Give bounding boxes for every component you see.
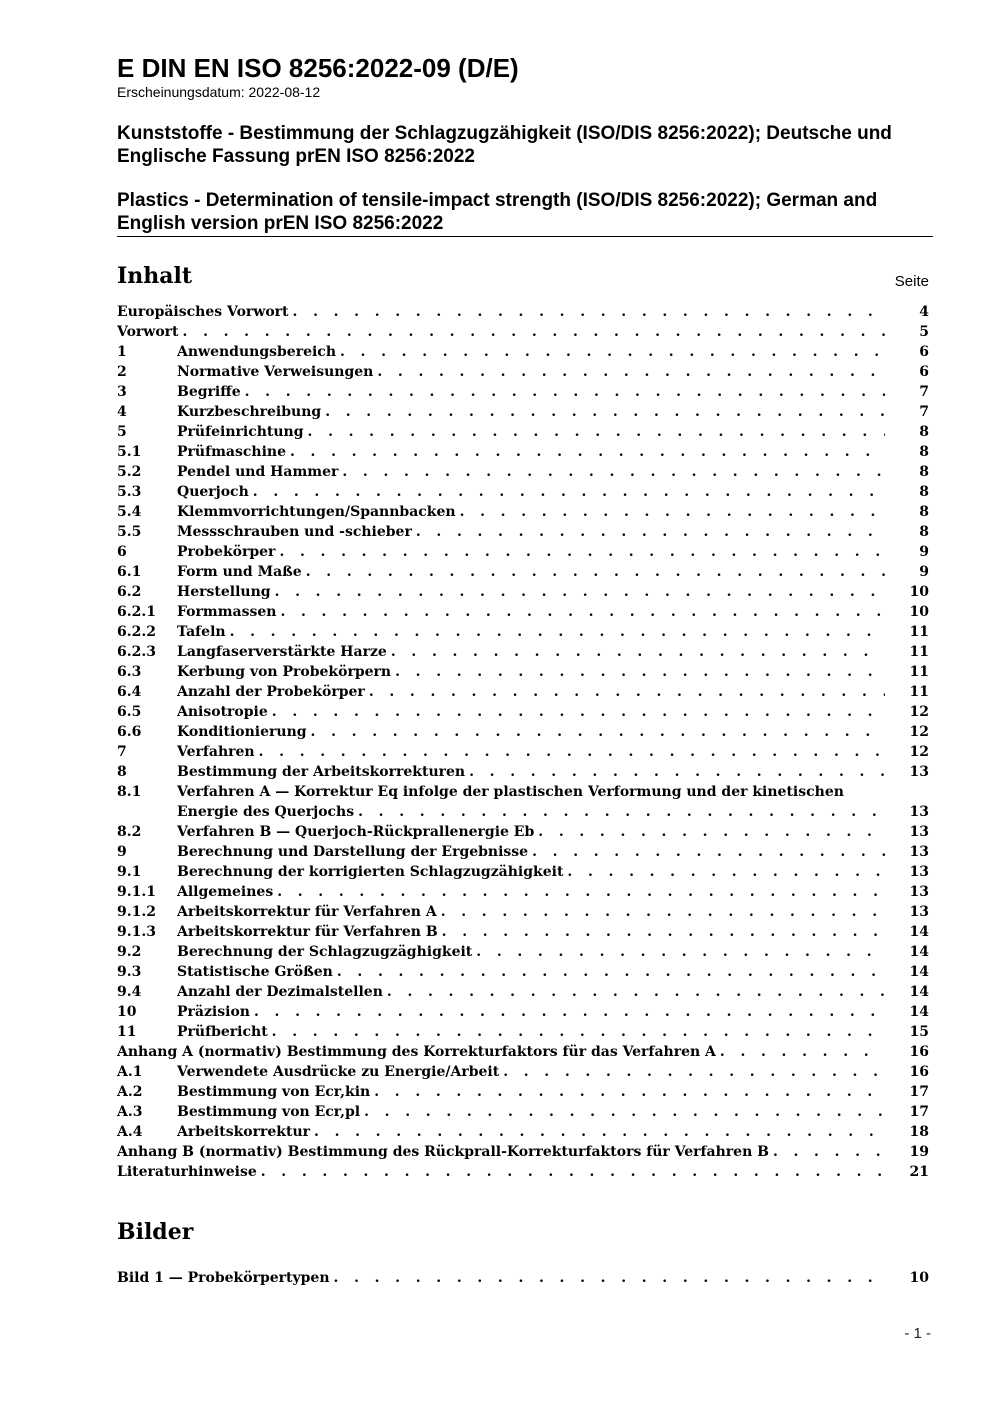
toc-entry[interactable] — [117, 822, 929, 842]
dot-leader — [325, 402, 885, 422]
toc-entry[interactable] — [117, 702, 929, 722]
dot-leader — [377, 362, 885, 382]
dot-leader — [532, 842, 885, 862]
toc-entry-number: A.3 — [117, 1104, 143, 1120]
toc-entry-label: Allgemeines — [177, 884, 274, 900]
toc-entry-number: 8.1 — [117, 784, 142, 800]
toc-entry[interactable] — [117, 1142, 929, 1162]
toc-entry-number: 9.1 — [117, 864, 142, 880]
toc-entry-page: 13 — [909, 904, 929, 920]
figure-entry-list — [117, 1268, 929, 1288]
dot-leader — [272, 702, 885, 722]
toc-entry-label: Pendel und Hammer — [177, 464, 339, 480]
dot-leader — [773, 1142, 885, 1162]
dot-leader — [272, 1022, 885, 1042]
toc-entry-page: 7 — [919, 404, 929, 420]
toc-entry-page: 4 — [919, 304, 929, 320]
toc-entry-page: 12 — [909, 704, 929, 720]
toc-entry[interactable] — [117, 1082, 929, 1102]
toc-entry-label: Arbeitskorrektur — [177, 1124, 311, 1140]
toc-entry[interactable] — [117, 722, 929, 742]
toc-entry[interactable] — [117, 502, 929, 522]
toc-entry-number: 10 — [117, 1004, 137, 1020]
toc-entry-page: 8 — [919, 424, 929, 440]
toc-entry-label: Messschrauben und -schieber — [177, 524, 412, 540]
toc-entry-label: Kurzbeschreibung — [177, 404, 322, 420]
toc-entry[interactable] — [117, 902, 929, 922]
dot-leader — [290, 442, 885, 462]
dot-leader — [293, 302, 885, 322]
toc-entry[interactable] — [117, 542, 929, 562]
toc-entry-label: Bestimmung von Ecr,kin — [177, 1084, 371, 1100]
toc-entry-page: 9 — [919, 544, 929, 560]
toc-entry-number: 8.2 — [117, 824, 142, 840]
toc-entry-page: 13 — [909, 804, 929, 820]
toc-entry-page: 13 — [909, 824, 929, 840]
toc-entry-label: Berechnung und Darstellung der Ergebnisse — [177, 844, 529, 860]
toc-entry-page: 10 — [909, 584, 929, 600]
toc-entry[interactable] — [117, 482, 929, 502]
dot-leader — [314, 1122, 885, 1142]
toc-entry-label: Präzision — [177, 1004, 250, 1020]
toc-entry-number: 9.1.2 — [117, 904, 156, 920]
toc-entry-number: 6.5 — [117, 704, 142, 720]
toc-entry-label: Berechnung der Schlagzugzäghigkeit — [177, 944, 473, 960]
toc-entry-number: 9.2 — [117, 944, 142, 960]
toc-entry-label: Anhang A (normativ) Bestimmung des Korrekturfaktors für das Verfahren A — [117, 1044, 716, 1060]
dot-leader — [503, 1062, 885, 1082]
toc-entry-page: 11 — [909, 644, 929, 660]
table-of-contents — [117, 262, 929, 1182]
toc-entry[interactable] — [117, 342, 929, 362]
dot-leader — [342, 462, 885, 482]
toc-entry-label: Arbeitskorrektur für Verfahren A — [177, 904, 437, 920]
toc-entry-number: 9.1.3 — [117, 924, 156, 940]
toc-entry[interactable] — [117, 422, 929, 442]
toc-entry-number: 6.1 — [117, 564, 142, 580]
toc-entry-page: 8 — [919, 504, 929, 520]
toc-entry-page: 11 — [909, 664, 929, 680]
dot-leader — [567, 862, 885, 882]
toc-entry-label: Prüfeinrichtung — [177, 424, 304, 440]
toc-entry-page: 14 — [909, 944, 929, 960]
toc-entry[interactable] — [117, 322, 929, 342]
toc-entry-number: 5.2 — [117, 464, 142, 480]
toc-entry-number: 7 — [117, 744, 127, 760]
dot-leader — [538, 822, 885, 842]
toc-entry-page: 10 — [909, 604, 929, 620]
toc-entry-label: Literaturhinweise — [117, 1164, 257, 1180]
toc-entry-label-continued: Energie des Querjochs — [177, 804, 355, 820]
toc-entry-page: 6 — [919, 364, 929, 380]
dot-leader — [476, 942, 885, 962]
dot-leader — [261, 1162, 885, 1182]
toc-entry-number: 8 — [117, 764, 127, 780]
toc-entry-number: 6.2.3 — [117, 644, 156, 660]
dot-leader — [279, 542, 885, 562]
dot-leader — [254, 1002, 885, 1022]
toc-entry-label: Klemmvorrichtungen/Spannbacken — [177, 504, 456, 520]
toc-entry-page: 13 — [909, 864, 929, 880]
dot-leader — [395, 662, 885, 682]
toc-entry-label: Prüfmaschine — [177, 444, 286, 460]
toc-entry-label: Herstellung — [177, 584, 271, 600]
toc-entry-number: 1 — [117, 344, 127, 360]
toc-entry-number: 9.4 — [117, 984, 142, 1000]
toc-entry-label: Tafeln — [177, 624, 226, 640]
dot-leader — [337, 962, 885, 982]
toc-entry[interactable] — [117, 962, 929, 982]
dot-leader — [306, 562, 885, 582]
toc-entry[interactable] — [117, 1022, 929, 1042]
toc-entry-page: 16 — [909, 1044, 929, 1060]
dot-leader — [460, 502, 885, 522]
toc-entry-label: Normative Verweisungen — [177, 364, 374, 380]
toc-entry[interactable] — [117, 982, 929, 1002]
dot-leader — [441, 902, 885, 922]
toc-entry-number: 3 — [117, 384, 127, 400]
toc-entry-label: Verwendete Ausdrücke zu Energie/Arbeit — [177, 1064, 500, 1080]
toc-entry-page: 8 — [919, 444, 929, 460]
title-english: Plastics - Determination of tensile-impact strength (ISO/DIS 8256:2022); German and English version prEN ISO 8256:2022 — [117, 190, 878, 234]
dot-leader — [230, 622, 885, 642]
title-german: Kunststoffe - Bestimmung der Schlagzugzähigkeit (ISO/DIS 8256:2022); Deutsche und Englische Fassung prEN ISO 8256:2022 — [117, 123, 892, 167]
toc-entry-label: Kerbung von Probekörpern — [177, 664, 392, 680]
toc-entry-number: 2 — [117, 364, 127, 380]
toc-entry[interactable] — [117, 582, 929, 602]
toc-entry-label: Anhang B (normativ) Bestimmung des Rückprall-Korrekturfaktors für Verfahren B — [117, 1144, 769, 1160]
header-divider — [117, 236, 933, 237]
dot-leader — [391, 642, 885, 662]
toc-entry-label: Berechnung der korrigierten Schlagzugzähigkeit — [177, 864, 564, 880]
dot-leader — [387, 982, 885, 1002]
toc-entry-number: 5.1 — [117, 444, 142, 460]
dot-leader — [358, 802, 885, 822]
toc-entry-number: A.4 — [117, 1124, 143, 1140]
toc-entry[interactable] — [117, 882, 929, 902]
dot-leader — [183, 322, 885, 342]
toc-entry[interactable] — [117, 862, 929, 882]
figure-entry-page: 10 — [909, 1270, 929, 1286]
toc-entry-label: Bestimmung von Ecr,pl — [177, 1104, 361, 1120]
toc-entry-page: 15 — [909, 1024, 929, 1040]
toc-entry[interactable] — [117, 442, 929, 462]
toc-entry-page: 17 — [909, 1104, 929, 1120]
toc-entry-page: 9 — [919, 564, 929, 580]
toc-heading: Inhalt — [117, 263, 193, 289]
toc-entry-page: 13 — [909, 844, 929, 860]
dot-leader — [253, 482, 885, 502]
dot-leader — [311, 722, 885, 742]
toc-entry-label: Bestimmung der Arbeitskorrekturen — [177, 764, 466, 780]
figures-section — [117, 1218, 929, 1288]
dot-leader — [416, 522, 885, 542]
dot-leader — [469, 762, 885, 782]
toc-entry-page: 21 — [909, 1164, 929, 1180]
toc-entry-label: Anisotropie — [177, 704, 268, 720]
toc-entry-page: 11 — [909, 624, 929, 640]
toc-entry[interactable] — [117, 922, 929, 942]
toc-entry-label: Anzahl der Probekörper — [177, 684, 365, 700]
toc-entry[interactable] — [117, 642, 929, 662]
toc-header — [117, 262, 929, 302]
toc-entry-page: 12 — [909, 744, 929, 760]
toc-entry-label: Vorwort — [117, 324, 179, 340]
toc-entry-label: Verfahren — [177, 744, 255, 760]
toc-entry-label: Arbeitskorrektur für Verfahren B — [177, 924, 438, 940]
toc-entry-label: Begriffe — [177, 384, 241, 400]
toc-entry-label: Querjoch — [177, 484, 249, 500]
toc-entry[interactable] — [117, 622, 929, 642]
toc-entry-number: 6.3 — [117, 664, 142, 680]
toc-entry[interactable] — [117, 782, 929, 822]
toc-entry[interactable] — [117, 942, 929, 962]
toc-entry-page: 5 — [919, 324, 929, 340]
toc-entry-page: 13 — [909, 884, 929, 900]
toc-entry-label: Statistische Größen — [177, 964, 333, 980]
toc-entry-page: 13 — [909, 764, 929, 780]
toc-entry-number: 9.3 — [117, 964, 142, 980]
dot-leader — [259, 742, 885, 762]
toc-entry-number: 11 — [117, 1024, 137, 1040]
toc-entry[interactable] — [117, 402, 929, 422]
toc-entry-label: Probekörper — [177, 544, 276, 560]
toc-entry-label: Konditionierung — [177, 724, 307, 740]
toc-entry-number: 4 — [117, 404, 127, 420]
toc-entry-label: Anwendungsbereich — [177, 344, 336, 360]
toc-entry[interactable] — [117, 1122, 929, 1142]
dot-leader — [308, 422, 885, 442]
toc-entry[interactable] — [117, 522, 929, 542]
toc-entry[interactable] — [117, 302, 929, 322]
dot-leader — [369, 682, 885, 702]
toc-entry[interactable] — [117, 662, 929, 682]
toc-entry-number: 5 — [117, 424, 127, 440]
dot-leader — [374, 1082, 885, 1102]
toc-entry-page: 14 — [909, 984, 929, 1000]
toc-entry[interactable] — [117, 742, 929, 762]
toc-entry-label: Langfaserverstärkte Harze — [177, 644, 387, 660]
document-header — [117, 54, 933, 235]
figure-entry[interactable] — [117, 1268, 929, 1288]
toc-entry[interactable] — [117, 1002, 929, 1022]
toc-entry-number: 9.1.1 — [117, 884, 156, 900]
toc-entry-number: 6 — [117, 544, 127, 560]
toc-entry-label: Prüfbericht — [177, 1024, 268, 1040]
toc-entry-page: 19 — [909, 1144, 929, 1160]
toc-entry-number: 6.6 — [117, 724, 142, 740]
toc-entry-number: 6.4 — [117, 684, 142, 700]
toc-entry-number: 5.4 — [117, 504, 142, 520]
toc-entry-page: 14 — [909, 1004, 929, 1020]
dot-leader — [340, 342, 885, 362]
toc-entry-label: Formmassen — [177, 604, 277, 620]
toc-entry-number: A.1 — [117, 1064, 143, 1080]
dot-leader — [442, 922, 885, 942]
toc-entry-number: 9 — [117, 844, 127, 860]
toc-entry-label: Europäisches Vorwort — [117, 304, 289, 320]
page-column-label: Seite — [894, 273, 929, 290]
toc-entry-page: 12 — [909, 724, 929, 740]
page-number: - 1 - — [904, 1325, 931, 1342]
document-id: E DIN EN ISO 8256:2022-09 (D/E) — [117, 53, 519, 83]
toc-entry-page: 18 — [909, 1124, 929, 1140]
toc-entry[interactable] — [117, 682, 929, 702]
toc-entry-label: Verfahren A — Korrektur Eq infolge der plastischen Verformung und der kinetischen — [177, 784, 844, 800]
toc-entry-page: 17 — [909, 1084, 929, 1100]
dot-leader — [245, 382, 885, 402]
dot-leader — [275, 582, 885, 602]
toc-entry[interactable] — [117, 1102, 929, 1122]
toc-entry[interactable] — [117, 842, 929, 862]
toc-entry[interactable] — [117, 362, 929, 382]
toc-entry[interactable] — [117, 562, 929, 582]
toc-entry-label: Verfahren B — Querjoch-Rückprallenergie Eb — [177, 824, 535, 840]
toc-entry-list — [117, 302, 929, 1182]
publication-date: Erscheinungsdatum: 2022-08-12 — [117, 84, 321, 100]
toc-entry[interactable] — [117, 1162, 929, 1182]
figures-heading: Bilder — [117, 1219, 194, 1245]
toc-entry-number: 5.3 — [117, 484, 142, 500]
toc-entry-number: 5.5 — [117, 524, 142, 540]
toc-entry-label: Anzahl der Dezimalstellen — [177, 984, 383, 1000]
dot-leader — [334, 1268, 885, 1288]
toc-entry-page: 6 — [919, 344, 929, 360]
toc-entry-page: 14 — [909, 964, 929, 980]
dot-leader — [364, 1102, 885, 1122]
toc-entry-page: 7 — [919, 384, 929, 400]
toc-entry-page: 11 — [909, 684, 929, 700]
toc-entry-page: 16 — [909, 1064, 929, 1080]
toc-entry[interactable] — [117, 382, 929, 402]
toc-entry-page: 8 — [919, 484, 929, 500]
toc-entry-page: 8 — [919, 524, 929, 540]
toc-entry-number: 6.2.2 — [117, 624, 156, 640]
toc-entry-page: 14 — [909, 924, 929, 940]
toc-entry[interactable] — [117, 462, 929, 482]
toc-entry[interactable] — [117, 1042, 929, 1062]
dot-leader — [277, 882, 885, 902]
dot-leader — [720, 1042, 885, 1062]
toc-entry[interactable] — [117, 1062, 929, 1082]
toc-entry-number: 6.2.1 — [117, 604, 156, 620]
toc-entry-label: Form und Maße — [177, 564, 302, 580]
toc-entry-number: 6.2 — [117, 584, 142, 600]
figure-entry-label: Bild 1 — Probekörpertypen — [117, 1270, 330, 1286]
toc-entry[interactable] — [117, 602, 929, 622]
toc-entry-number: A.2 — [117, 1084, 143, 1100]
toc-entry-page: 8 — [919, 464, 929, 480]
dot-leader — [280, 602, 885, 622]
toc-entry[interactable] — [117, 762, 929, 782]
